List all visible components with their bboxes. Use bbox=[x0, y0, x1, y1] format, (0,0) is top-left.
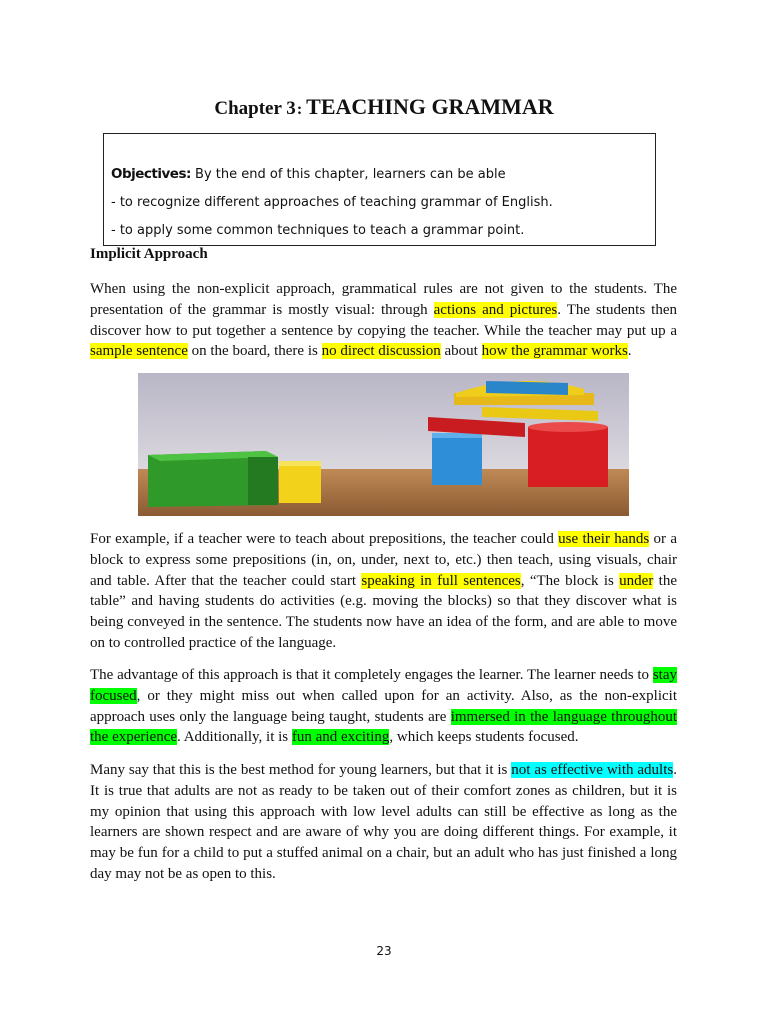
highlighted-phrase: immersed in the language throughout the experience bbox=[90, 708, 677, 746]
objective-item: - to recognize different approaches of teaching grammar of English. bbox=[111, 195, 553, 210]
highlighted-phrase: use their hands bbox=[558, 531, 650, 547]
highlighted-phrase: sample sentence bbox=[90, 343, 188, 360]
objectives-box bbox=[103, 133, 656, 246]
chapter-title bbox=[0, 94, 768, 120]
highlighted-phrase: fun and exciting bbox=[291, 729, 390, 746]
paragraph-text: Many say that this is the best method for young learners, but that it is bbox=[90, 762, 512, 778]
paragraph-text: . Additionally, it is bbox=[177, 729, 292, 746]
title-colon: : bbox=[296, 101, 303, 118]
paragraph bbox=[90, 279, 677, 362]
paragraph-text: , or they might miss out when called upon for an activity. Also, as the non-explicit approach uses only the language being taught, students are bbox=[90, 687, 677, 725]
objectives-intro bbox=[111, 160, 655, 189]
paragraph-text: . bbox=[627, 343, 632, 360]
paragraph bbox=[90, 529, 677, 654]
paragraph-text: The advantage of this approach is that it completely engages the learner. The learner needs to bbox=[90, 667, 653, 683]
paragraph-text: When using the non-explicit approach, grammatical rules are not given to the students. The presentation of the grammar is mostly visual: through bbox=[90, 281, 677, 318]
paragraph-text: on the board, there is bbox=[187, 343, 322, 360]
paragraph bbox=[90, 665, 677, 748]
paragraph-text: the table” and having students do activities (e.g. moving the blocks) so that they discover what is being conveyed in the sentence. The students now have an idea of the form, and are able to move on to controlled practice of the language. bbox=[90, 572, 677, 651]
paragraph-text: , “The block is bbox=[520, 572, 620, 589]
paragraph bbox=[90, 760, 677, 885]
paragraph-text: or a block to express some prepositions (in, on, under, next to, etc.) then teach, using visuals, chair and table. After that the teacher could start bbox=[90, 531, 677, 589]
paragraph-text: , which keeps students focused. bbox=[389, 729, 579, 746]
highlighted-phrase: how the grammar works bbox=[481, 343, 628, 360]
page-number: 23 bbox=[376, 944, 392, 958]
paragraph-text: . The students then discover how to put together a sentence by copying the teacher. While the teacher may put up a bbox=[90, 301, 677, 339]
paragraph-text: about bbox=[440, 343, 482, 360]
highlighted-phrase: speaking in full sentences bbox=[361, 572, 521, 589]
objectives-intro-text: By the end of this chapter, learners can be able bbox=[190, 167, 506, 182]
highlighted-phrase: no direct discussion bbox=[321, 343, 441, 360]
paragraph-text: For example, if a teacher were to teach about prepositions, the teacher could bbox=[90, 531, 559, 547]
highlighted-phrase: not as effective with adults bbox=[511, 762, 674, 778]
objective-item: - to apply some common techniques to teach a grammar point. bbox=[111, 223, 525, 238]
section-heading: Implicit Approach bbox=[90, 246, 208, 262]
chapter-number: Chapter 3 bbox=[214, 98, 296, 119]
paragraph-text: . It is true that adults are not as ready to be taken out of their comfort zones as children, but it is my opinion that using this approach with low level adults can still be effective as long as the learners are shown respect and are aware of why you are doing different things. For example, it may be fun for a child to put a stuffed animal on a chair, but an adult who has just finished a long day may not be as open to this. bbox=[90, 762, 677, 882]
objectives-label: Objectives: bbox=[111, 166, 191, 182]
highlighted-phrase: actions and pictures bbox=[433, 301, 558, 318]
chapter-name: TEACHING GRAMMAR bbox=[306, 94, 554, 119]
highlighted-phrase: stay focused bbox=[90, 667, 677, 704]
highlighted-phrase: under bbox=[619, 572, 654, 589]
toy-blocks-photo bbox=[138, 373, 629, 516]
